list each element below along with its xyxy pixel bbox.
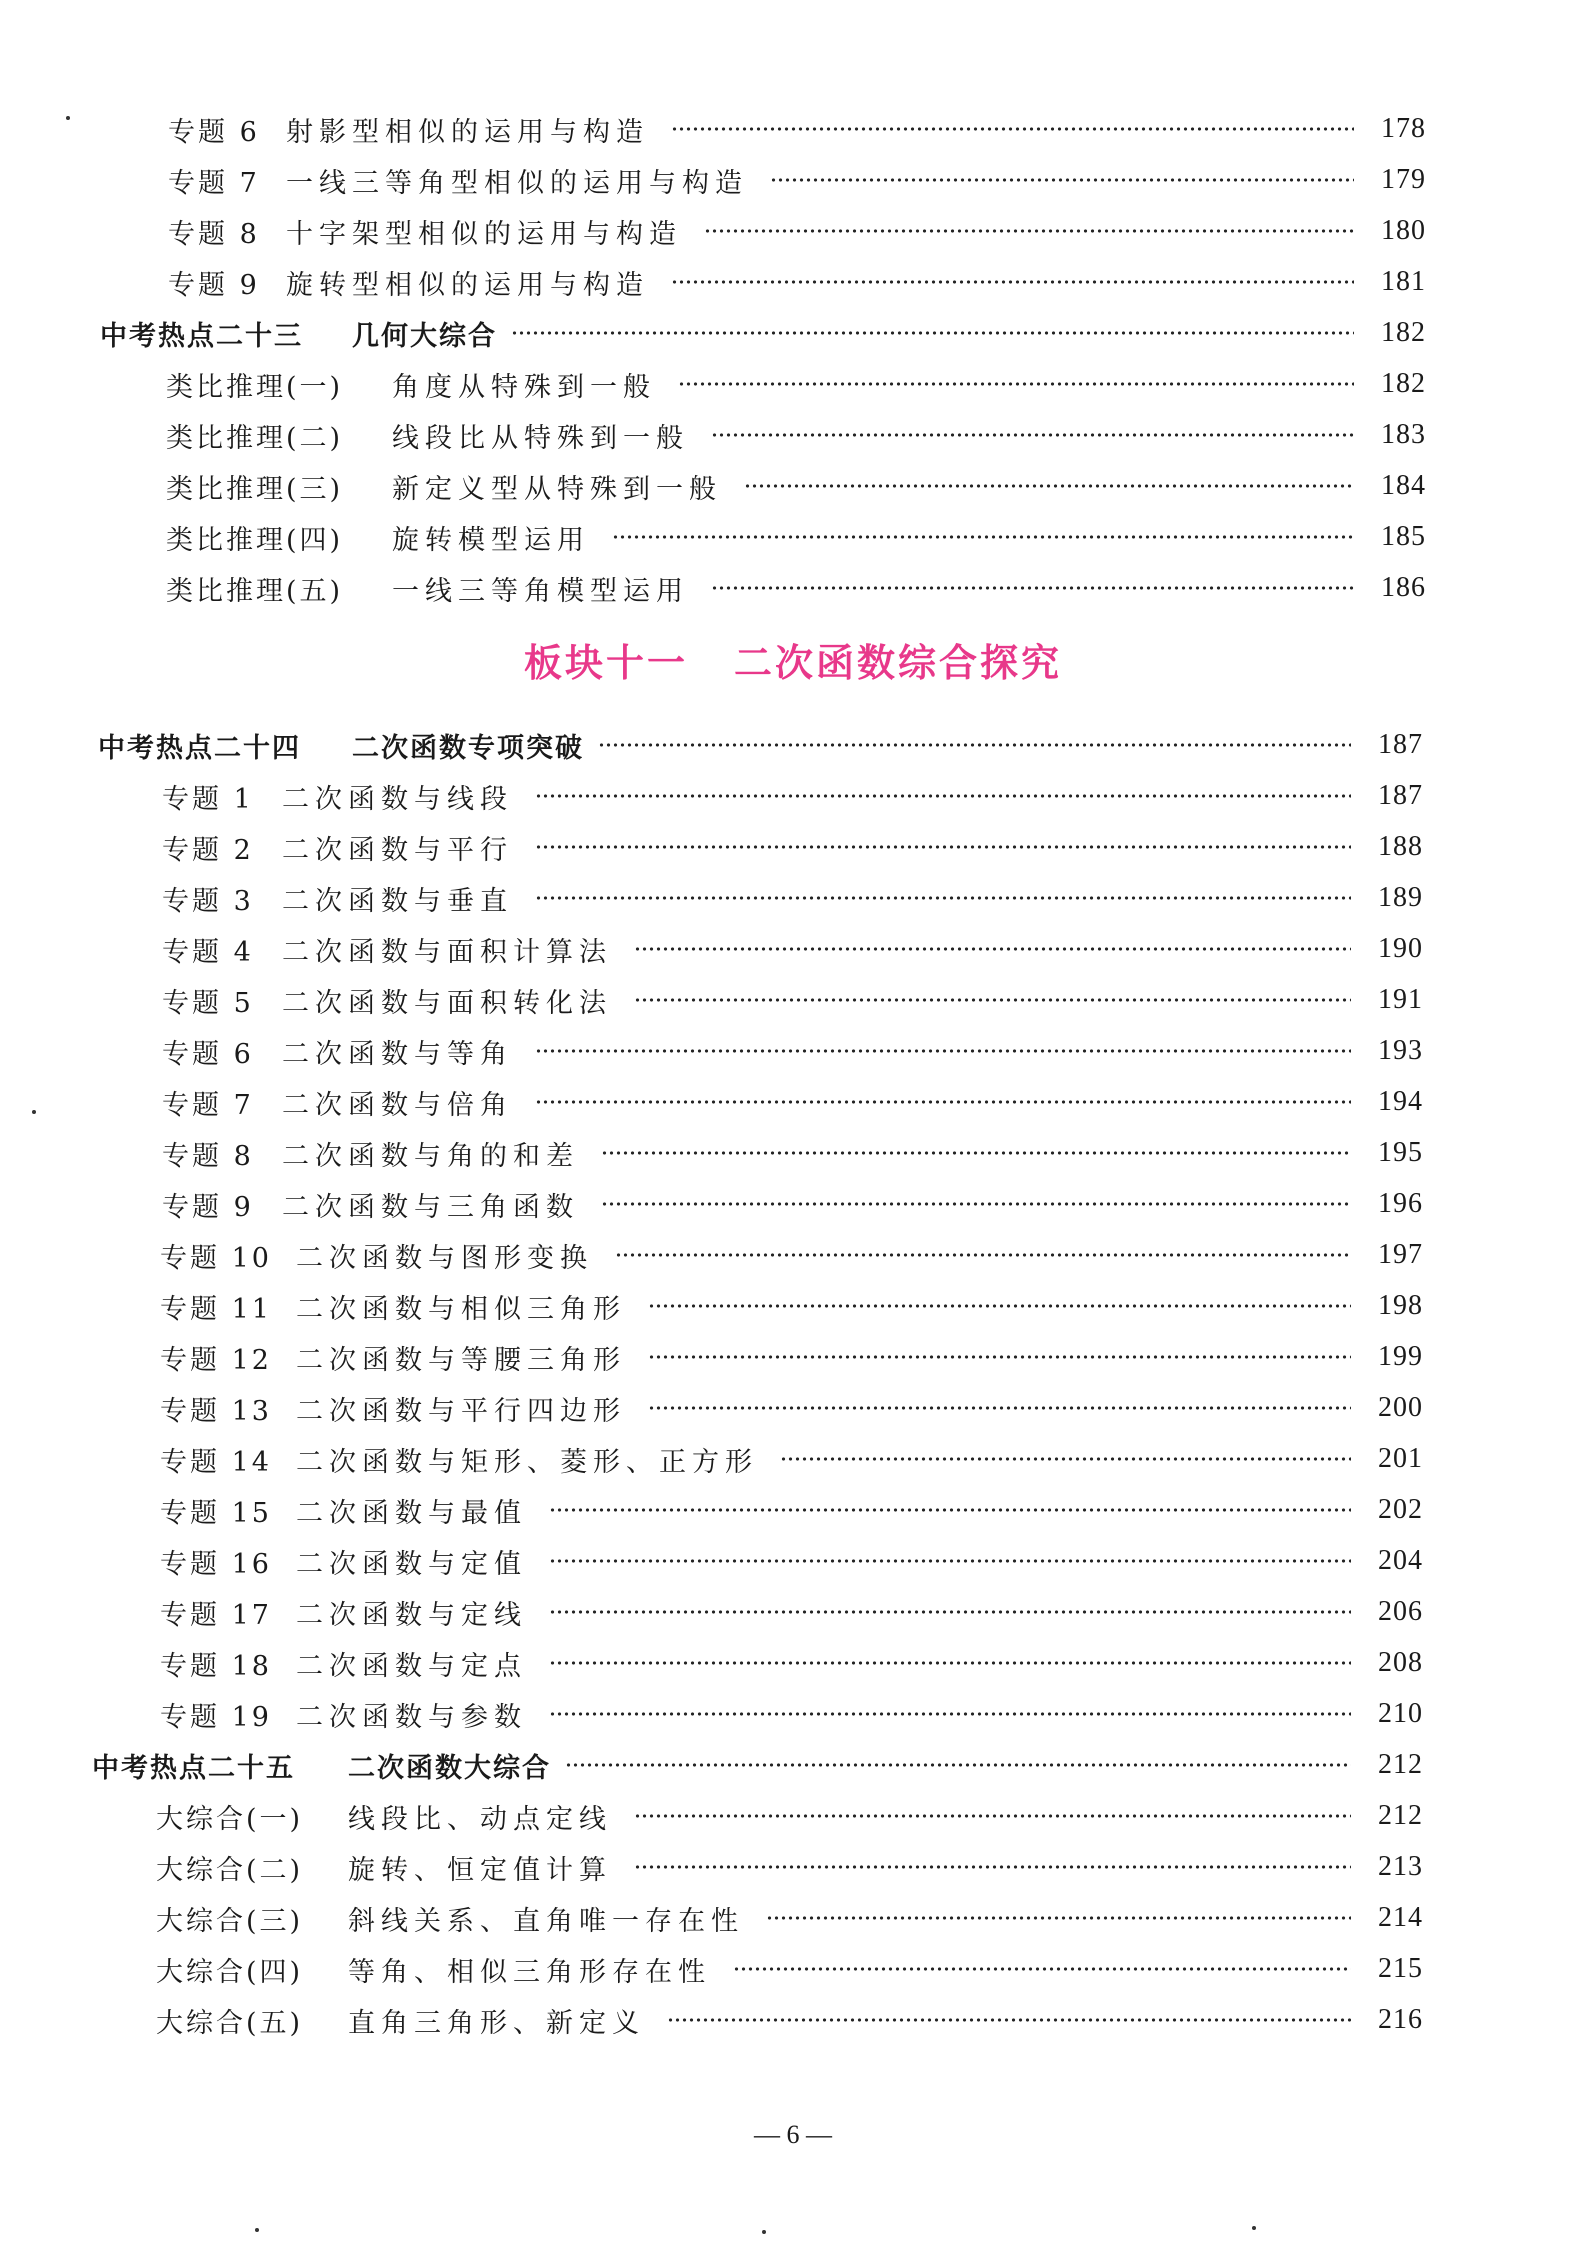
toc-entry-title: 二次函数与三角函数 [282,1192,579,1223]
toc-entry-row [0,1940,1586,1991]
toc-entry-label: 类比推理(一) [166,372,344,403]
dot-leader [667,2018,1351,2022]
toc-entry-title: 二次函数与矩形、菱形、正方形 [296,1447,758,1478]
toc-entry-title: 二次函数与面积计算法 [282,937,612,968]
toc-page-number: 191 [1378,984,1423,1015]
toc-entry-label: 专题 12 [160,1345,272,1376]
toc-page-number: 212 [1378,1749,1423,1780]
toc-entry-label: 类比推理(四) [166,525,344,556]
dot-leader [711,586,1354,590]
toc-entry-title: 二次函数与相似三角形 [296,1294,626,1325]
toc-group-similarity [0,100,1586,304]
toc-entry-row [0,151,1586,202]
toc-heading-title: 二次函数大综合 [348,1753,551,1784]
toc-heading-label: 中考热点二十三 [100,321,303,352]
toc-entry-label: 专题 9 [162,1192,254,1223]
toc-entry-title: 二次函数与面积转化法 [282,988,612,1019]
toc-page-number: 184 [1381,470,1426,501]
dot-leader [511,331,1354,335]
dot-leader [549,1559,1351,1563]
toc-entry-label: 专题 18 [160,1651,272,1682]
dot-leader [671,280,1354,284]
toc-page-number: 214 [1378,1902,1423,1933]
toc-entry-title: 角度从特殊到一般 [392,372,656,403]
section-part: 板块十一 [523,641,688,685]
dot-leader [535,794,1351,798]
toc-entry-title: 线段比从特殊到一般 [392,423,689,454]
dot-leader [648,1355,1351,1359]
toc-entry-row [0,1838,1586,1889]
toc-entry-row [0,1481,1586,1532]
dot-leader [634,1865,1351,1869]
dot-leader [634,1814,1351,1818]
toc-page-number: 178 [1381,113,1426,144]
toc-entry-row [0,1430,1586,1481]
toc-page-number: 187 [1378,729,1423,760]
toc-entry-title: 二次函数与角的和差 [282,1141,579,1172]
toc-entry-row [0,1991,1586,2042]
toc-heading-title: 二次函数专项突破 [352,733,584,764]
dot-leader [535,845,1351,849]
toc-entry-row [0,971,1586,1022]
toc-page-number: 212 [1378,1800,1423,1831]
toc-entry-row [0,1124,1586,1175]
toc-entry-title: 二次函数与最值 [296,1498,527,1529]
toc-entry-label: 专题 3 [162,886,254,917]
toc-entry-title: 二次函数与定线 [296,1600,527,1631]
toc-entry-label: 专题 8 [168,219,260,250]
toc-entry-label: 大综合(四) [156,1957,304,1988]
toc-page-number: 196 [1378,1188,1423,1219]
dot-leader [549,1508,1351,1512]
dot-leader [615,1253,1351,1257]
toc-page-number: 201 [1378,1443,1423,1474]
toc-entry-title: 二次函数与参数 [296,1702,527,1733]
scan-speck [32,1110,36,1114]
toc-entry-label: 专题 6 [168,117,260,148]
dot-leader [535,896,1351,900]
toc-entry-label: 大综合(一) [156,1804,304,1835]
dot-leader [711,433,1354,437]
dot-leader [780,1457,1351,1461]
toc-heading-row [0,1736,1586,1787]
toc-entry-row [0,920,1586,971]
dot-leader [733,1967,1351,1971]
toc-entry-row [0,818,1586,869]
toc-entry-title: 十字架型相似的运用与构造 [286,219,682,250]
dot-leader [612,535,1354,539]
toc-entry-label: 专题 5 [162,988,254,1019]
toc-entry-label: 专题 1 [162,784,254,815]
toc-page-number: 182 [1381,368,1426,399]
toc-page-number: 204 [1378,1545,1423,1576]
toc-entry-label: 专题 8 [162,1141,254,1172]
toc-entry-label: 类比推理(二) [166,423,344,454]
dot-leader [549,1610,1351,1614]
toc-entry-title: 二次函数与倍角 [282,1090,513,1121]
toc-page-number: 210 [1378,1698,1423,1729]
toc-page-number: 195 [1378,1137,1423,1168]
toc-entry-label: 类比推理(五) [166,576,344,607]
toc-page-number: 194 [1378,1086,1423,1117]
toc-entry-title: 射影型相似的运用与构造 [286,117,649,148]
toc-heading-title: 几何大综合 [352,321,497,352]
toc-entry-title: 斜线关系、直角唯一存在性 [348,1906,744,1937]
toc-entry-row [0,1889,1586,1940]
toc-page-number: 183 [1381,419,1426,450]
toc-entry-label: 专题 7 [162,1090,254,1121]
toc-entry-label: 专题 6 [162,1039,254,1070]
toc-page-number: 198 [1378,1290,1423,1321]
toc-entry-label: 专题 15 [160,1498,272,1529]
toc-entry-title: 二次函数与等角 [282,1039,513,1070]
section-heading [0,632,1586,687]
toc-entry-title: 等角、相似三角形存在性 [348,1957,711,1988]
toc-entry-row [0,559,1586,610]
dot-leader [744,484,1354,488]
scan-speck [255,2228,259,2232]
toc-entry-title: 二次函数与垂直 [282,886,513,917]
toc-entry-label: 专题 14 [160,1447,272,1478]
toc-entry-label: 专题 4 [162,937,254,968]
toc-page-number: 180 [1381,215,1426,246]
toc-entry-row [0,1226,1586,1277]
toc-entry-row [0,457,1586,508]
toc-page-number: 179 [1381,164,1426,195]
toc-entry-row [0,253,1586,304]
toc-group-hotspot23-heading [0,304,1586,355]
toc-entry-row [0,355,1586,406]
toc-entry-row [0,1787,1586,1838]
toc-entry-label: 大综合(五) [156,2008,304,2039]
toc-page-number: 202 [1378,1494,1423,1525]
dot-leader [601,1202,1351,1206]
toc-entry-row [0,1175,1586,1226]
toc-group-hotspot24-entries [0,767,1586,1736]
toc-page-number: 216 [1378,2004,1423,2035]
toc-entry-row [0,1532,1586,1583]
toc-entry-row [0,1379,1586,1430]
toc-page-number: 199 [1378,1341,1423,1372]
toc-page-number: 193 [1378,1035,1423,1066]
toc-entry-row [0,1328,1586,1379]
toc-entry-title: 旋转型相似的运用与构造 [286,270,649,301]
toc-group-hotspot25-heading [0,1736,1586,1787]
dot-leader [565,1763,1351,1767]
toc-entry-title: 二次函数与平行 [282,835,513,866]
toc-entry-row [0,406,1586,457]
toc-group-hotspot23-entries [0,355,1586,610]
toc-heading-label: 中考热点二十五 [92,1753,295,1784]
page-number-footer: — 6 — [754,2120,832,2149]
toc-entry-row [0,100,1586,151]
toc-heading-row [0,716,1586,767]
toc-entry-row [0,767,1586,818]
toc-page-number: 186 [1381,572,1426,603]
toc-entry-title: 线段比、动点定线 [348,1804,612,1835]
dot-leader [678,382,1354,386]
toc-page-number: 181 [1381,266,1426,297]
toc-entry-row [0,1634,1586,1685]
toc-page-number: 189 [1378,882,1423,913]
dot-leader [549,1661,1351,1665]
toc-entry-title: 二次函数与线段 [282,784,513,815]
toc-entry-row [0,202,1586,253]
toc-entry-label: 大综合(二) [156,1855,304,1886]
toc-entry-label: 专题 10 [160,1243,272,1274]
toc-entry-title: 二次函数与平行四边形 [296,1396,626,1427]
toc-page-number: 215 [1378,1953,1423,1984]
toc-page-number: 182 [1381,317,1426,348]
toc-page-number: 188 [1378,831,1423,862]
toc-page-number: 190 [1378,933,1423,964]
toc-heading-row [0,304,1586,355]
toc-page-number: 200 [1378,1392,1423,1423]
toc-entry-title: 直角三角形、新定义 [348,2008,645,2039]
dot-leader [634,947,1351,951]
toc-entry-title: 新定义型从特殊到一般 [392,474,722,505]
toc-group-hotspot24-heading [0,716,1586,767]
toc-entry-label: 专题 16 [160,1549,272,1580]
toc-group-hotspot25-entries [0,1787,1586,2042]
toc-entry-row [0,1277,1586,1328]
toc-entry-title: 二次函数与等腰三角形 [296,1345,626,1376]
dot-leader [766,1916,1351,1920]
toc-entry-row [0,1685,1586,1736]
toc-entry-row [0,508,1586,559]
toc-entry-row [0,869,1586,920]
dot-leader [601,1151,1351,1155]
toc-entry-title: 二次函数与定值 [296,1549,527,1580]
scan-speck [762,2230,766,2234]
toc-entry-label: 大综合(三) [156,1906,304,1937]
dot-leader [598,743,1351,747]
toc-entry-label: 专题 2 [162,835,254,866]
toc-entry-label: 专题 9 [168,270,260,301]
section-name: 二次函数综合探究 [734,641,1063,685]
toc-entry-label: 专题 19 [160,1702,272,1733]
toc-entry-title: 二次函数与图形变换 [296,1243,593,1274]
toc-entry-label: 类比推理(三) [166,474,344,505]
toc-entry-title: 一线三等角型相似的运用与构造 [286,168,748,199]
toc-page-number: 185 [1381,521,1426,552]
dot-leader [535,1100,1351,1104]
dot-leader [704,229,1354,233]
toc-entry-row [0,1022,1586,1073]
dot-leader [648,1406,1351,1410]
dot-leader [770,178,1354,182]
toc-entry-row [0,1073,1586,1124]
toc-entry-label: 专题 11 [160,1294,272,1325]
toc-page-number: 206 [1378,1596,1423,1627]
dot-leader [549,1712,1351,1716]
toc-page-number: 187 [1378,780,1423,811]
dot-leader [634,998,1351,1002]
toc-entry-title: 二次函数与定点 [296,1651,527,1682]
toc-entry-row [0,1583,1586,1634]
toc-entry-title: 旋转模型运用 [392,525,590,556]
toc-page-number: 213 [1378,1851,1423,1882]
toc-entry-label: 专题 13 [160,1396,272,1427]
scan-speck [1252,2226,1256,2230]
toc-entry-title: 旋转、恒定值计算 [348,1855,612,1886]
toc-entry-label: 专题 17 [160,1600,272,1631]
toc-entry-title: 一线三等角模型运用 [392,576,689,607]
toc-entry-label: 专题 7 [168,168,260,199]
toc-page-number: 208 [1378,1647,1423,1678]
dot-leader [671,127,1354,131]
toc-heading-label: 中考热点二十四 [98,733,301,764]
dot-leader [648,1304,1351,1308]
scan-speck [66,116,70,120]
dot-leader [535,1049,1351,1053]
toc-page-number: 197 [1378,1239,1423,1270]
